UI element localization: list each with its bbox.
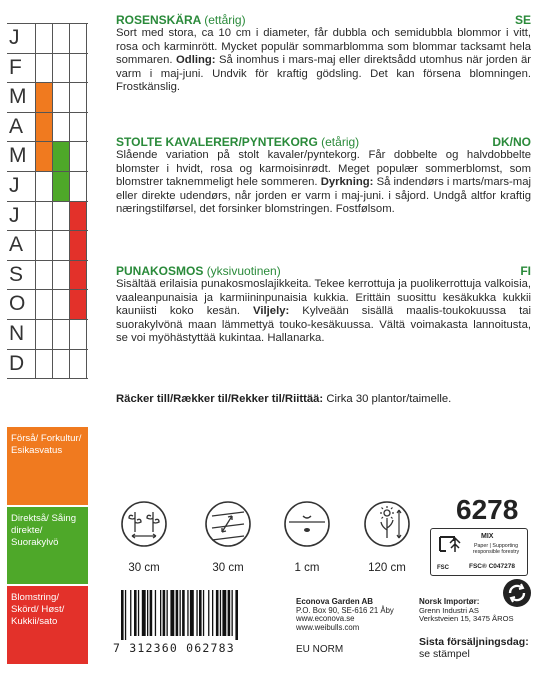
month-row [7,319,88,349]
month-row [7,349,88,380]
section-title: ROSENSKÄRA (ettårig) [116,13,246,27]
language-code: DK/NO [492,135,531,149]
calendar-cell [35,83,52,112]
section-title: STOLTE KAVALERER/PYNTEKORG (etårig) [116,135,360,149]
month-row [7,82,88,112]
barcode-bar [208,590,209,636]
plant-height-icon [363,500,411,548]
calendar-cell [35,113,52,142]
section-se [116,13,531,95]
calendar-cell [69,83,87,112]
month-letter: M [9,85,27,109]
calendar-cell [52,172,69,201]
barcode-bar [235,590,238,640]
month-letter: S [9,262,24,286]
calendar-cell [52,202,69,231]
icon-label: 30 cm [128,562,160,574]
barcode-bar [125,590,126,640]
sowing-depth-icon [283,500,331,548]
eu-norm: EU NORM [296,644,344,655]
barcode-bar [216,590,219,636]
barcode-bar [170,590,174,636]
plant-spacing [200,500,256,574]
barcode-bar [121,590,124,640]
calendar-cell [35,24,52,53]
legend-sow-direct: Direktså/ Såing direkte/ Suorakylvö [7,507,88,584]
section-body: Sort med stora, ca 10 cm i diameter, får dubbla och semidubbla blommor i vitt, rosa och karminrött. Mycket populär sommarblomma som blommar tacksamt hela sommaren. Odling: Så inomhus i mars-maj eller direktsådd utomhus när jorden är varm i maj-juni. Undvik för kraftig gödsling. Det kan försena blomningen. Frostkänslig. [116,27,531,94]
product-number: 6278 [456,494,519,525]
calendar-cell [69,24,87,53]
calendar-cell [69,142,87,171]
month-calendar [7,23,88,379]
barcode-bar [134,590,137,636]
yield-info: Räcker till/Rækker til/Rekker til/Riittää: Cirka 30 plantor/taimelle. [116,393,452,405]
month-letter: D [9,351,25,375]
month-letter: J [9,173,20,197]
norwegian-importer: Norsk Importør: Grenn Industri AS Verkstveien 15, 3475 ÅROS [419,597,514,623]
legend-bloom: Blomstring/ Skörd/ Høst/ Kukkii/sato [7,586,88,664]
barcode-bar [222,590,226,636]
month-letter: A [9,114,24,138]
calendar-cell [35,261,52,290]
barcode-bar [220,590,221,636]
month-row [7,141,88,171]
calendar-cell [69,350,87,379]
calendar-cell [35,231,52,260]
month-row [7,260,88,290]
barcode-bar [155,590,156,636]
calendar-cell [69,172,87,201]
calendar-cell [52,54,69,83]
barcode-bar [142,590,146,636]
calendar-cell [35,172,52,201]
barcode-bar [150,590,153,636]
barcode-bar [187,590,188,636]
barcode-bar [176,590,179,636]
month-letter: A [9,233,24,257]
barcode-bar [203,590,204,636]
section-body: Slående variation på stolt kavaler/pyntekorg. Får dobbelte og halvdobbelte blomster i hvidt, rosa og karmoisinrødt. Meget populær sommerblomst, som blomstrer taknemmeligt hele sommeren. Dyrkning: Så indendørs i marts/mars-maj eller direkte udendørs, når jorden er varm i maj-juni. i såjord. Undgå altfor kraftig næringstilførsel, det forsinker blomstringen. Fostfølsom. [116,149,531,216]
month-letter: M [9,144,27,168]
row-spacing [116,500,172,574]
barcode-bar [130,590,131,636]
calendar-cell [69,54,87,83]
section-fi [116,264,531,346]
barcode-bar [160,590,161,636]
barcode-bar [138,590,139,636]
barcode-bar [212,590,213,636]
calendar-cell [69,261,87,290]
barcode-bar [190,590,194,636]
calendar-cell [69,290,87,319]
barcode-bar [180,590,181,636]
section-title: PUNAKOSMOS (yksivuotinen) [116,264,281,278]
calendar-cell [52,231,69,260]
barcode-bar [196,590,197,636]
barcode-bar [182,590,185,636]
barcode-bar [167,590,168,636]
fsc-tree-icon [436,533,464,563]
barcode-bar [199,590,202,636]
calendar-cell [52,320,69,349]
month-row [7,23,88,53]
calendar-cell [52,261,69,290]
row-spacing-icon [120,500,168,548]
calendar-cell [69,320,87,349]
barcode-bar [232,590,233,636]
icon-label: 1 cm [294,562,320,574]
section-dkno [116,135,531,217]
month-row [7,53,88,83]
calendar-cell [35,350,52,379]
calendar-cell [35,202,52,231]
calendar-cell [69,202,87,231]
barcode-bar [147,590,148,636]
month-letter: J [9,203,20,227]
calendar-cell [35,320,52,349]
calendar-cell [69,231,87,260]
calendar-cell [69,113,87,142]
month-row [7,171,88,201]
calendar-cell [52,24,69,53]
barcode-bar [228,590,231,636]
calendar-cell [52,290,69,319]
month-letter: O [9,292,26,316]
calendar-cell [52,83,69,112]
calendar-cell [52,142,69,171]
econova-address: Econova Garden AB P.O. Box 90, SE-616 21 Åby www.econova.se www.weibulls.com [296,597,394,632]
month-row [7,201,88,231]
calendar-cell [52,113,69,142]
plant-height [359,500,415,574]
month-row [7,289,88,319]
month-letter: J [9,26,20,49]
month-row [7,230,88,260]
fsc-label: FSC MIX Paper | Supporting responsible forestry FSC® C047278 [430,528,528,576]
icon-label: 120 cm [368,562,406,574]
language-code: FI [520,264,531,278]
barcode [113,590,285,640]
barcode-bar [163,590,166,636]
calendar-cell [35,54,52,83]
month-letter: N [9,321,25,345]
section-body: Sisältää erilaisia punakosmoslajikkeita. Tekee kerrottuja ja puolikerrottuja valkoisia, vaaleanpunaisia ja karmiininpunaisia kukkia. Erittäin suosittu kesäkukka kukkii kauniisti koko kesän. Viljely: Kylveään sisällä maalis-toukokuussa tai suorakylvönä maan lämmettyä touko-kesäkuussa. Vältä voimakasta lannoitusta, se voi myöhästyttää kukintaa. Hallanarka. [116,278,531,345]
month-row [7,112,88,142]
plant-spacing-icon [204,500,252,548]
growing-icons [116,500,426,590]
sowing-depth [279,500,335,574]
calendar-cell [35,290,52,319]
recycle-icon [502,578,532,608]
last-sale-date: Sista försäljningsdag: se stämpel [419,636,529,660]
icon-label: 30 cm [212,562,244,574]
legend-sow-indoor: Förså/ Forkultur/ Esikasvatus [7,427,88,505]
month-letter: F [9,55,22,79]
barcode-number: 7 312360 062783 [113,641,235,655]
calendar-cell [52,350,69,379]
calendar-cell [35,142,52,171]
language-code: SE [514,13,531,27]
